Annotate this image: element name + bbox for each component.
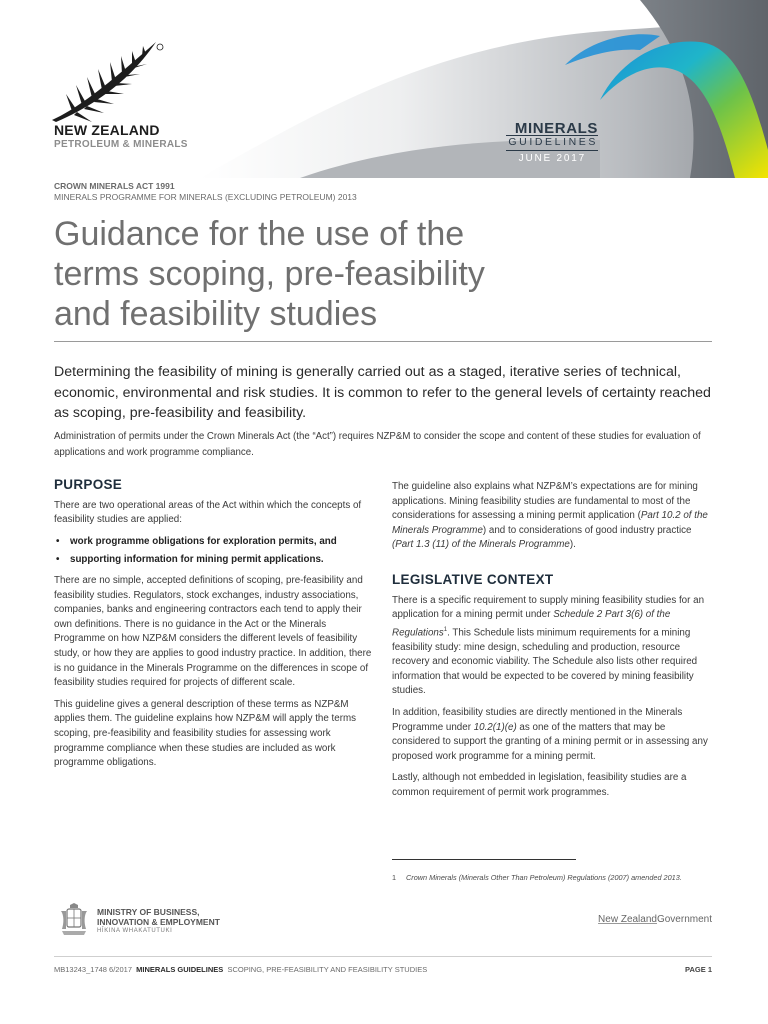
nz-government-text-b: Government <box>656 914 712 925</box>
reference-link: (Part 1.3 (11) of the Minerals Programme <box>392 539 570 551</box>
legislative-paragraph: In addition, feasibility studies are directly mentioned in the Minerals Programme under 10.2(1)(e) as one of the matters that may be considered to support the granting of a mining permit or in assessing any proposed work programme for a mining permit. <box>392 706 708 762</box>
document-code: MB13243_1748 6/2017 <box>54 965 132 974</box>
purpose-paragraph: This guideline gives a general description of these terms as NZP&M applies them. The guideline explains how NZP&M will apply the terms scoping, pre-feasibility and feasibility studies for assessing work programme compliance when these studies are included as work programme obligations. <box>54 698 357 769</box>
series-title: MINERALS <box>514 120 598 137</box>
nz-government-logo <box>560 914 712 925</box>
list-item: • work programme obligations for exploration permits, and <box>54 535 374 550</box>
legislative-paragraph: Lastly, although not embedded in legislation, feasibility studies are a common requirement of permit work programmes. <box>392 772 687 798</box>
footnote <box>392 872 692 883</box>
left-column <box>54 478 374 778</box>
intro-paragraph: Administration of permits under the Crown Minerals Act (the “Act”) requires NZP&M to consider the scope and content of these studies for evaluation of applications and work programme compliance. <box>54 431 701 458</box>
silver-fern-icon <box>52 42 163 122</box>
section-heading-legislative: LEGISLATIVE CONTEXT <box>392 571 554 587</box>
footnote-marker: 1 <box>443 626 448 633</box>
lead-paragraph: Determining the feasibility of mining is generally carried out as a staged, iterative series of technical, economic, environmental and risk studies. It is common to refer to the general levels of certainty reached as scoping, pre-feasibility and feasibility. <box>54 364 711 421</box>
title-divider <box>54 341 712 342</box>
nz-coat-of-arms-icon <box>58 903 90 937</box>
reference-link: 10.2(1)(e) <box>473 721 517 733</box>
right-column <box>392 480 714 808</box>
purpose-paragraph: There are two operational areas of the Act within which the concepts of feasibility studies are applied: <box>54 499 362 526</box>
brand-subtitle: PETROLEUM & MINERALS <box>54 139 188 150</box>
brand-name: NEW ZEALAND <box>54 122 160 138</box>
footer-divider <box>54 956 712 957</box>
footer-series: MINERALS GUIDELINES <box>136 965 224 974</box>
purpose-paragraph: There are no simple, accepted definitions of scoping, pre-feasibility and feasibility studies. Regulators, stock exchanges, industry associations, companies, banks and engineering contractors each tend to apply their own definitions. There is no guidance in the Act or the Minerals Programme on how NZP&M considers the different levels of feasibility study, or how they are applies to good industry practice. In addition, there is no guidance in the Minerals Programme on the differences in scope of feasibility studies required for projects of different scale. <box>54 574 372 689</box>
title-line: and feasibility studies <box>54 295 378 333</box>
act-line-2: MINERALS PROGRAMME FOR MINERALS (EXCLUDING PETROLEUM) 2013 <box>54 192 357 202</box>
title-line: terms scoping, pre-feasibility <box>54 255 485 293</box>
series-subtitle: GUIDELINES <box>508 136 598 148</box>
footer-reference <box>54 965 427 974</box>
page-number: PAGE 1 <box>685 965 712 974</box>
ministry-name-line2: INNOVATION & EMPLOYMENT <box>97 917 220 927</box>
list-item: • supporting information for mining permit applications. <box>54 553 374 568</box>
reference-link: Schedule 2 Part 3(6) of the Regulations <box>392 609 671 639</box>
publication-date: JUNE 2017 <box>518 153 586 164</box>
ministry-name-line1: MINISTRY OF BUSINESS, <box>97 907 200 917</box>
nz-government-text-a: New Zealand <box>598 914 657 925</box>
legislative-paragraph: There is a specific requirement to supply mining feasibility studies for an application for a mining permit under Schedule 2 Part 3(6) of the Regulations$^1$. This Schedule lists minimum requirements for a mining feasibility study: mine design, scheduling and production, resource recovery and economic viability. The Schedule also lists other required information that would be expected to be covered by mining feasibility studies. <box>392 594 705 697</box>
act-line-1: CROWN MINERALS ACT 1991 <box>54 181 175 191</box>
expectations-paragraph: The guideline also explains what NZP&M’s expectations are for mining applications. Mining feasibility studies are fundamental to most of the considerations for assessing a mining permit application (Part 10.2 of the Minerals Programme) and to considerations of good industry practice (Part 1.3 (11) of the Minerals Programme). <box>392 481 708 551</box>
header-banner <box>0 0 768 178</box>
footer-document-title: SCOPING, PRE-FEASIBILITY AND FEASIBILITY STUDIES <box>227 965 428 974</box>
reference-link: Part 10.2 of the Minerals Programme <box>392 510 708 536</box>
page-title <box>54 214 654 334</box>
section-heading-purpose: PURPOSE <box>54 477 123 492</box>
title-line: Guidance for the use of the <box>54 215 465 253</box>
footnote-number: 1 <box>392 873 397 882</box>
footnote-divider <box>392 859 576 860</box>
ministry-maori-name: HĪKINA WHAKATUTUKI <box>97 928 173 934</box>
purpose-bullet-list <box>54 535 374 568</box>
header-graphic <box>0 0 768 178</box>
footnote-text: Crown Minerals (Minerals Other Than Petroleum) Regulations (2007) amended 2013. <box>406 873 682 882</box>
